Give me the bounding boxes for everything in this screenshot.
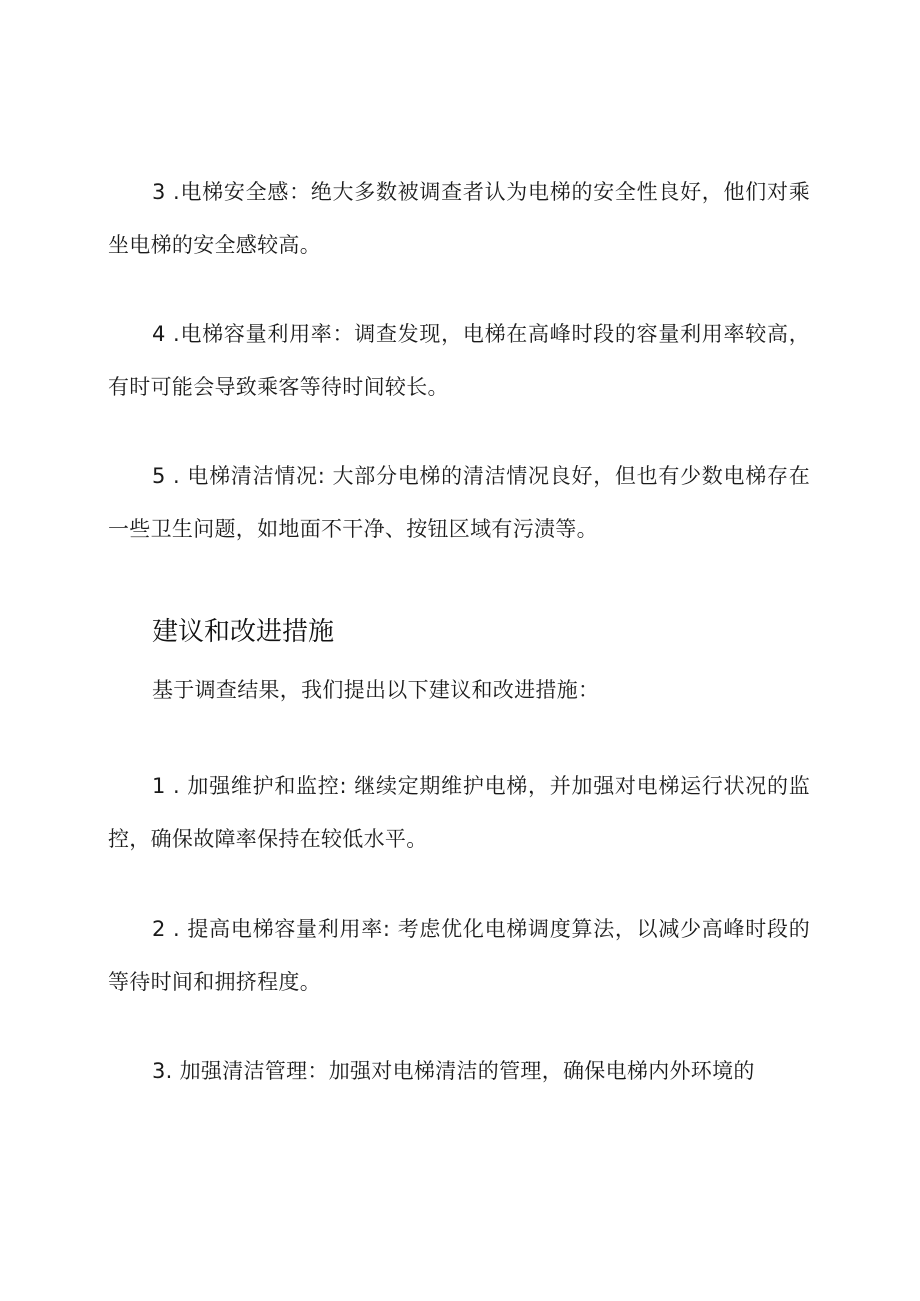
section-intro: 基于调查结果，我们提出以下建议和改进措施： <box>152 678 600 702</box>
finding-paragraph-3: 3 .电梯安全感：绝大多数被调查者认为电梯的安全性良好，他们对乘坐电梯的安全感较高。 <box>108 180 810 257</box>
finding-paragraph-4: 4 .电梯容量利用率：调查发现，电梯在高峰时段的容量利用率较高，有时可能会导致乘客等待时间较长。 <box>108 322 810 399</box>
suggestion-paragraph-3: 3. 加强清洁管理：加强对电梯清洁的管理，确保电梯内外环境的 <box>152 1059 755 1083</box>
finding-paragraph-5: 5 . 电梯清洁情况: 大部分电梯的清洁情况良好，但也有少数电梯存在一些卫生问题，如地面不干净、按钮区域有污渍等。 <box>108 464 810 541</box>
suggestion-paragraph-1: 1 . 加强维护和监控: 继续定期维护电梯，并加强对电梯运行状况的监控，确保故障率保持在较低水平。 <box>108 774 810 851</box>
suggestion-paragraph-2: 2 . 提高电梯容量利用率: 考虑优化电梯调度算法，以减少高峰时段的等待时间和拥挤程度。 <box>108 917 810 994</box>
section-heading: 建议和改进措施 <box>152 617 335 647</box>
